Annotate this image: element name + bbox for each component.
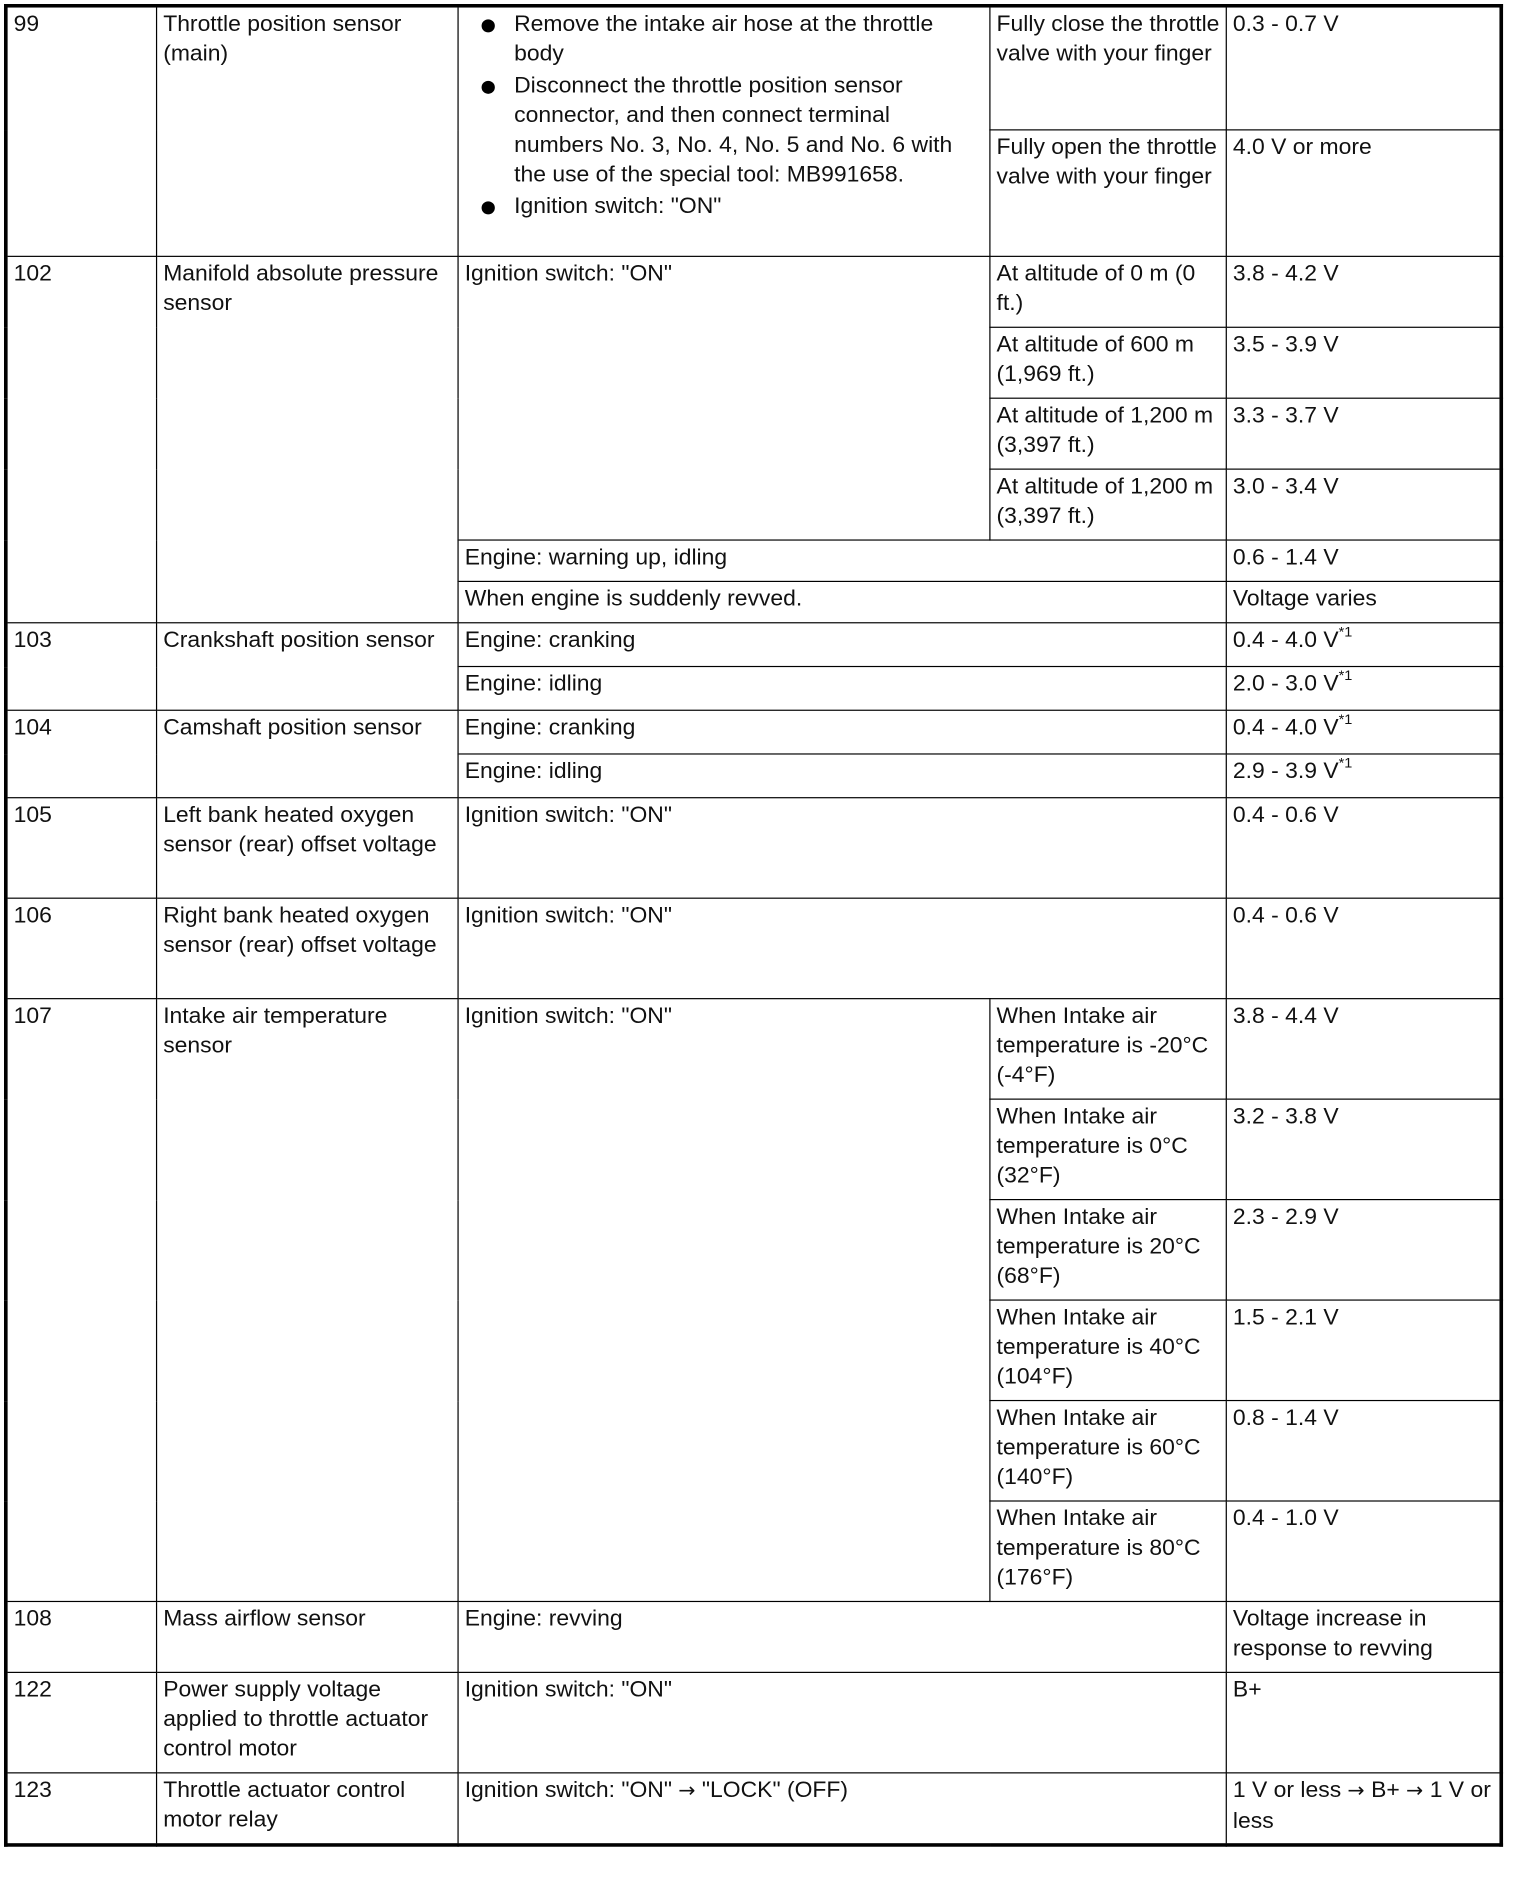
standard-value-cell: Voltage varies [1226,581,1501,622]
check-item-cell: Manifold absolute pressure sensor [157,256,459,622]
sub-condition-cell: When Intake air temperature is 20°C (68°F) [990,1200,1226,1300]
standard-value-cell: 3.2 - 3.8 V [1226,1099,1501,1199]
standard-value-cell: 3.8 - 4.2 V [1226,256,1501,327]
terminal-no-cell: 103 [6,623,157,710]
table-row [6,1672,1501,1772]
condition-cell: Ignition switch: "ON" [458,999,990,1602]
standard-value-cell: 3.5 - 3.9 V [1226,327,1501,398]
condition-cell: Ignition switch: "ON" → "LOCK" (OFF) [458,1773,1226,1845]
sub-condition-cell: Fully open the throttle valve with your finger [990,130,1226,256]
condition-cell: Engine: idling [458,754,1226,798]
condition-cell: Engine: revving [458,1601,1226,1672]
condition-cell: Ignition switch: "ON" [458,256,990,540]
standard-value-cell: 0.4 - 0.6 V [1226,798,1501,898]
standard-value-cell: 0.8 - 1.4 V [1226,1401,1501,1501]
footnote-mark: *1 [1338,667,1353,684]
footnote-mark: *1 [1338,623,1353,640]
list-item: Ignition switch: "ON" [465,192,984,222]
terminal-no-cell: 122 [6,1672,157,1772]
standard-value-cell: 3.8 - 4.4 V [1226,999,1501,1099]
check-item-cell: Left bank heated oxygen sensor (rear) offset voltage [157,798,459,898]
bullet-icon [482,201,495,214]
condition-cell: Ignition switch: "ON" [458,798,1226,898]
standard-value-cell: 0.4 - 0.6 V [1226,898,1501,998]
standard-value-cell: 0.4 - 1.0 V [1226,1501,1501,1601]
standard-value-cell: 1 V or less → B+ → 1 V or less [1226,1773,1501,1845]
check-item-cell: Power supply voltage applied to throttle actuator control motor [157,1672,459,1772]
standard-value-cell: 2.3 - 2.9 V [1226,1200,1501,1300]
table-row [6,898,1501,998]
condition-cell [458,6,990,257]
check-item-cell: Throttle position sensor (main) [157,6,459,257]
standard-value-cell: 3.3 - 3.7 V [1226,398,1501,469]
condition-cell: Engine: idling [458,667,1226,711]
list-item: Remove the intake air hose at the throttle body [465,10,984,69]
table-row [6,6,1501,130]
standard-value-cell: Voltage increase in response to revving [1226,1601,1501,1672]
standard-value-cell: 4.0 V or more [1226,130,1501,256]
sub-condition-cell: When Intake air temperature is 80°C (176°F) [990,1501,1226,1601]
terminal-no-cell: 108 [6,1601,157,1672]
sub-condition-cell: At altitude of 1,200 m (3,397 ft.) [990,469,1226,540]
right-arrow-icon: → [678,1779,696,1804]
terminal-no-cell: 102 [6,256,157,622]
bullet-icon [482,19,495,32]
standard-value-cell: 1.5 - 2.1 V [1226,1300,1501,1400]
inspection-page [4,4,1520,1895]
bullet-icon [482,81,495,94]
check-item-cell: Crankshaft position sensor [157,623,459,710]
sub-condition-cell: At altitude of 600 m (1,969 ft.) [990,327,1226,398]
check-item-cell: Mass airflow sensor [157,1601,459,1672]
footnote-mark: *1 [1338,710,1353,728]
condition-cell: Engine: warning up, idling [458,540,1226,581]
table-row [6,999,1501,1099]
terminal-no-cell: 106 [6,898,157,998]
condition-cell: Ignition switch: "ON" [458,898,1226,998]
standard-value-cell: 0.3 - 0.7 V [1226,6,1501,130]
terminal-no-cell: 123 [6,1773,157,1845]
table-row [6,1601,1501,1672]
standard-value-cell: 0.4 - 4.0 $V^{*1}$ [1226,623,1501,667]
table-row [6,710,1501,754]
sub-condition-cell: At altitude of 1,200 m (3,397 ft.) [990,398,1226,469]
right-arrow-icon: → [1406,1779,1424,1804]
table-row [6,798,1501,898]
sub-condition-cell: When Intake air temperature is 40°C (104°F) [990,1300,1226,1400]
table-row [6,623,1501,667]
terminal-no-cell: 99 [6,6,157,257]
sub-condition-cell: When Intake air temperature is 60°C (140°F) [990,1401,1226,1501]
right-arrow-icon: → [1347,1779,1365,1804]
table-row [6,1773,1501,1845]
sub-condition-cell: When Intake air temperature is 0°C (32°F) [990,1099,1226,1199]
sub-condition-cell: Fully close the throttle valve with your finger [990,6,1226,130]
terminal-no-cell: 105 [6,798,157,898]
sub-condition-cell: When Intake air temperature is -20°C (-4°F) [990,999,1226,1099]
footnote-mark: *1 [1338,754,1353,772]
standard-value-cell: 2.0 - 3.0 $V^{*1}$ [1226,667,1501,711]
terminal-voltage-table [4,4,1503,1847]
terminal-no-cell: 107 [6,999,157,1602]
check-item-cell: Right bank heated oxygen sensor (rear) offset voltage [157,898,459,998]
standard-value-cell: 2.9 - 3.9 $V^{*1}$ [1226,754,1501,798]
table-row [6,256,1501,327]
list-item: Disconnect the throttle position sensor connector, and then connect terminal numbers No. 3, No. 4, No. 5 and No. 6 with the use of the special tool: MB991658. [465,71,984,189]
terminal-no-cell: 104 [6,710,157,797]
condition-cell: When engine is suddenly revved. [458,581,1226,622]
standard-value-cell: 3.0 - 3.4 V [1226,469,1501,540]
standard-value-cell: 0.4 - 4.0 $V^{*1}$ [1226,710,1501,754]
standard-value-cell: 0.6 - 1.4 V [1226,540,1501,581]
check-item-cell: Camshaft position sensor [157,710,459,797]
condition-cell: Engine: cranking [458,710,1226,754]
standard-value-cell: B+ [1226,1672,1501,1772]
condition-cell: Engine: cranking [458,623,1226,667]
check-item-cell: Throttle actuator control motor relay [157,1773,459,1845]
condition-cell: Ignition switch: "ON" [458,1672,1226,1772]
check-item-cell: Intake air temperature sensor [157,999,459,1602]
sub-condition-cell: At altitude of 0 m (0 ft.) [990,256,1226,327]
condition-list [465,10,984,222]
